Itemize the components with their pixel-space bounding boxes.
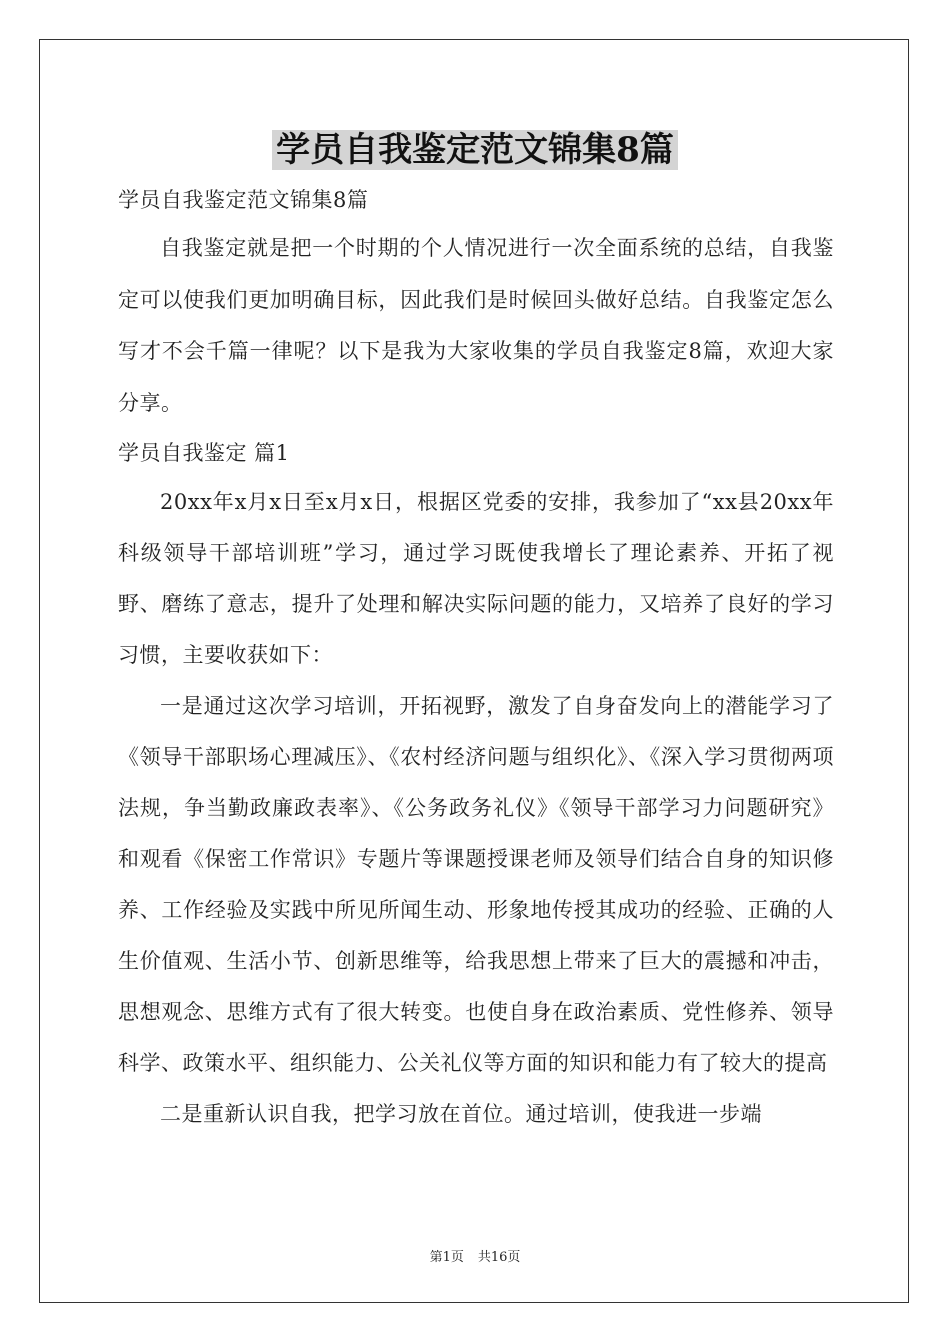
paragraph-1: 20xx年x月x日至x月x日，根据区党委的安排，我参加了“xx县20xx年科级领导干部培训班”学习，通过学习既使我增长了理论素养、开拓了视野、磨练了意志，提升了处理和解决实际问题的能力，又培养了良好的学习习惯，主要收获如下： xyxy=(118,490,834,667)
title-text: 学员自我鉴定范文锦集8篇 xyxy=(272,130,678,170)
document-body xyxy=(118,178,834,1140)
document-title xyxy=(0,126,950,174)
paragraph-3: 二是重新认识自我，把学习放在首位。通过培训，使我进一步端 xyxy=(160,1102,762,1126)
paragraph-2: 一是通过这次学习培训，开拓视野，激发了自身奋发向上的潜能学习了《领导干部职场心理减压》、《农村经济问题与组织化》、《深入学习贯彻两项法规，争当勤政廉政表率》、《公务政务礼仪》《领导干部学习力问题研究》和观看《保密工作常识》专题片等课题授课老师及领导们结合自身的知识修养、工作经验及实践中所见所闻生动、形象地传授其成功的经验、正确的人生价值观、生活小节、创新思维等，给我思想上带来了巨大的震撼和冲击，思想观念、思维方式有了很大转变。也使自身在政治素质、党性修养、领导科学、政策水平、组织能力、公关礼仪等方面的知识和能力有了较大的提高 xyxy=(118,694,834,1075)
subtitle: 学员自我鉴定范文锦集8篇 xyxy=(118,188,369,212)
page-number: 第1页 xyxy=(429,1250,464,1265)
page-total: 共16页 xyxy=(477,1250,521,1265)
intro-paragraph: 自我鉴定就是把一个时期的个人情况进行一次全面系统的总结，自我鉴定可以使我们更加明确目标，因此我们是时候回头做好总结。自我鉴定怎么写才不会千篇一律呢？以下是我为大家收集的学员自我鉴定8篇，欢迎大家分享。 xyxy=(118,236,834,415)
page-footer xyxy=(0,1246,950,1265)
section-heading: 学员自我鉴定 篇1 xyxy=(118,441,290,465)
